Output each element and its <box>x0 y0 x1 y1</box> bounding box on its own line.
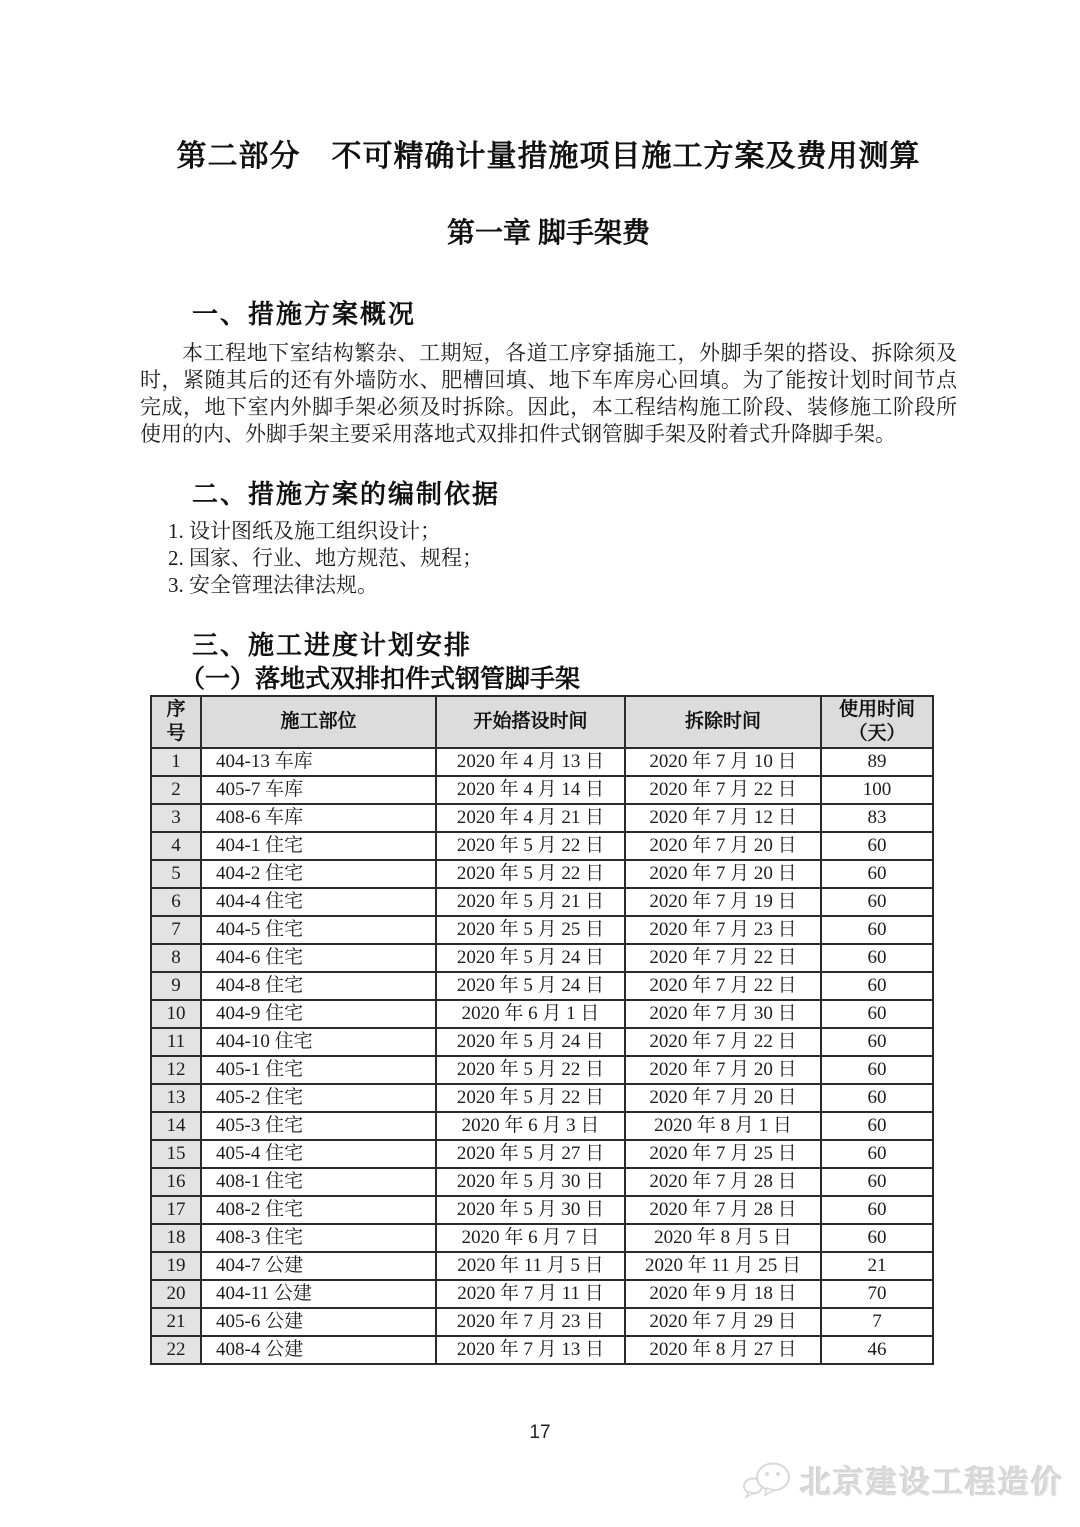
dismantle-date: 2020 年 7 月 22 日 <box>625 776 821 804</box>
row-index: 19 <box>151 1252 201 1280</box>
duration-days: 60 <box>821 1112 933 1140</box>
row-index: 18 <box>151 1224 201 1252</box>
row-index: 16 <box>151 1168 201 1196</box>
dismantle-date: 2020 年 7 月 28 日 <box>625 1168 821 1196</box>
row-index: 21 <box>151 1308 201 1336</box>
start-date: 2020 年 7 月 11 日 <box>436 1280 625 1308</box>
site-part: 405-1 住宅 <box>201 1056 436 1084</box>
table-row <box>151 1252 933 1280</box>
document-title: 第二部分 不可精确计量措施项目施工方案及费用测算 <box>176 140 921 173</box>
row-index: 12 <box>151 1056 201 1084</box>
start-date: 2020 年 4 月 13 日 <box>436 748 625 776</box>
table-row <box>151 860 933 888</box>
table-row <box>151 748 933 776</box>
duration-days: 83 <box>821 804 933 832</box>
site-part: 405-3 住宅 <box>201 1112 436 1140</box>
table-row <box>151 916 933 944</box>
start-date: 2020 年 5 月 30 日 <box>436 1168 625 1196</box>
section-heading-overview: 一、措施方案概况 <box>192 300 417 329</box>
duration-days: 60 <box>821 888 933 916</box>
table-row <box>151 1000 933 1028</box>
table-row <box>151 944 933 972</box>
start-date: 2020 年 5 月 27 日 <box>436 1140 625 1168</box>
row-index: 3 <box>151 804 201 832</box>
table-row <box>151 1280 933 1308</box>
page-number: 17 <box>529 1422 551 1443</box>
start-date: 2020 年 5 月 25 日 <box>436 916 625 944</box>
duration-days: 60 <box>821 1168 933 1196</box>
table-row <box>151 1308 933 1336</box>
row-index: 17 <box>151 1196 201 1224</box>
row-index: 7 <box>151 916 201 944</box>
dismantle-date: 2020 年 7 月 20 日 <box>625 860 821 888</box>
duration-days: 60 <box>821 860 933 888</box>
site-part: 405-4 住宅 <box>201 1140 436 1168</box>
dismantle-date: 2020 年 11 月 25 日 <box>625 1252 821 1280</box>
site-part: 404-9 住宅 <box>201 1000 436 1028</box>
dismantle-date: 2020 年 7 月 30 日 <box>625 1000 821 1028</box>
column-header: 开始搭设时间 <box>436 696 625 748</box>
start-date: 2020 年 7 月 13 日 <box>436 1336 625 1364</box>
table-row <box>151 1084 933 1112</box>
table-header-row <box>151 696 933 748</box>
row-index: 11 <box>151 1028 201 1056</box>
duration-days: 60 <box>821 944 933 972</box>
duration-days: 60 <box>821 832 933 860</box>
dismantle-date: 2020 年 7 月 20 日 <box>625 1084 821 1112</box>
table-row <box>151 1028 933 1056</box>
table-row <box>151 1140 933 1168</box>
table-row <box>151 1224 933 1252</box>
row-index: 6 <box>151 888 201 916</box>
duration-days: 89 <box>821 748 933 776</box>
dismantle-date: 2020 年 7 月 22 日 <box>625 972 821 1000</box>
duration-days: 21 <box>821 1252 933 1280</box>
site-part: 408-3 住宅 <box>201 1224 436 1252</box>
start-date: 2020 年 4 月 21 日 <box>436 804 625 832</box>
overview-paragraph: 本工程地下室结构繁杂、工期短，各道工序穿插施工，外脚手架的搭设、拆除须及时，紧随其后的还有外墙防水、肥槽回填、地下车库房心回填。为了能按计划时间节点完成，地下室内外脚手架必须及时拆除。因此，本工程结构施工阶段、装修施工阶段所使用的内、外脚手架主要采用落地式双排扣件式钢管脚手架及附着式升降脚手架。 <box>140 341 957 446</box>
start-date: 2020 年 5 月 30 日 <box>436 1196 625 1224</box>
list-item: 1. 设计图纸及施工组织设计； <box>168 519 441 543</box>
dismantle-date: 2020 年 7 月 28 日 <box>625 1196 821 1224</box>
table-row <box>151 1336 933 1364</box>
table-row <box>151 1168 933 1196</box>
chapter-title: 第一章 脚手架费 <box>446 218 650 249</box>
dismantle-date: 2020 年 8 月 27 日 <box>625 1336 821 1364</box>
duration-days: 100 <box>821 776 933 804</box>
site-part: 404-1 住宅 <box>201 832 436 860</box>
column-header: 施工部位 <box>201 696 436 748</box>
start-date: 2020 年 6 月 7 日 <box>436 1224 625 1252</box>
wechat-icon <box>740 1456 794 1502</box>
dismantle-date: 2020 年 7 月 23 日 <box>625 916 821 944</box>
start-date: 2020 年 5 月 24 日 <box>436 972 625 1000</box>
column-header: 拆除时间 <box>625 696 821 748</box>
start-date: 2020 年 5 月 22 日 <box>436 860 625 888</box>
start-date: 2020 年 5 月 24 日 <box>436 944 625 972</box>
table-row <box>151 804 933 832</box>
dismantle-date: 2020 年 8 月 1 日 <box>625 1112 821 1140</box>
dismantle-date: 2020 年 7 月 22 日 <box>625 1028 821 1056</box>
start-date: 2020 年 7 月 23 日 <box>436 1308 625 1336</box>
watermark-text: 北京建设工程造价 <box>800 1464 1064 1500</box>
row-index: 15 <box>151 1140 201 1168</box>
start-date: 2020 年 5 月 21 日 <box>436 888 625 916</box>
dismantle-date: 2020 年 7 月 22 日 <box>625 944 821 972</box>
row-index: 2 <box>151 776 201 804</box>
subsection-heading-scaffold-type: （一）落地式双排扣件式钢管脚手架 <box>180 666 581 693</box>
duration-days: 60 <box>821 1084 933 1112</box>
site-part: 408-2 住宅 <box>201 1196 436 1224</box>
start-date: 2020 年 5 月 22 日 <box>436 1056 625 1084</box>
site-part: 405-2 住宅 <box>201 1084 436 1112</box>
dismantle-date: 2020 年 7 月 29 日 <box>625 1308 821 1336</box>
table-row <box>151 776 933 804</box>
row-index: 13 <box>151 1084 201 1112</box>
row-index: 22 <box>151 1336 201 1364</box>
section-heading-schedule: 三、施工进度计划安排 <box>192 631 473 660</box>
dismantle-date: 2020 年 7 月 19 日 <box>625 888 821 916</box>
row-index: 4 <box>151 832 201 860</box>
table-row <box>151 888 933 916</box>
duration-days: 7 <box>821 1308 933 1336</box>
site-part: 405-6 公建 <box>201 1308 436 1336</box>
site-part: 404-4 住宅 <box>201 888 436 916</box>
dismantle-date: 2020 年 7 月 20 日 <box>625 832 821 860</box>
duration-days: 60 <box>821 1196 933 1224</box>
start-date: 2020 年 6 月 3 日 <box>436 1112 625 1140</box>
list-item: 2. 国家、行业、地方规范、规程； <box>168 546 483 570</box>
site-part: 408-4 公建 <box>201 1336 436 1364</box>
start-date: 2020 年 11 月 5 日 <box>436 1252 625 1280</box>
duration-days: 60 <box>821 1140 933 1168</box>
table-row <box>151 832 933 860</box>
site-part: 404-6 住宅 <box>201 944 436 972</box>
row-index: 20 <box>151 1280 201 1308</box>
start-date: 2020 年 4 月 14 日 <box>436 776 625 804</box>
basis-list <box>168 518 957 599</box>
duration-days: 60 <box>821 1224 933 1252</box>
row-index: 5 <box>151 860 201 888</box>
site-part: 408-1 住宅 <box>201 1168 436 1196</box>
dismantle-date: 2020 年 7 月 10 日 <box>625 748 821 776</box>
dismantle-date: 2020 年 7 月 20 日 <box>625 1056 821 1084</box>
duration-days: 46 <box>821 1336 933 1364</box>
site-part: 408-6 车库 <box>201 804 436 832</box>
row-index: 1 <box>151 748 201 776</box>
dismantle-date: 2020 年 8 月 5 日 <box>625 1224 821 1252</box>
row-index: 9 <box>151 972 201 1000</box>
duration-days: 70 <box>821 1280 933 1308</box>
site-part: 404-5 住宅 <box>201 916 436 944</box>
duration-days: 60 <box>821 1028 933 1056</box>
start-date: 2020 年 5 月 22 日 <box>436 832 625 860</box>
table-row <box>151 1196 933 1224</box>
table-row <box>151 1056 933 1084</box>
row-index: 10 <box>151 1000 201 1028</box>
site-part: 405-7 车库 <box>201 776 436 804</box>
start-date: 2020 年 5 月 22 日 <box>436 1084 625 1112</box>
site-part: 404-13 车库 <box>201 748 436 776</box>
list-item: 3. 安全管理法律法规。 <box>168 573 378 597</box>
start-date: 2020 年 6 月 1 日 <box>436 1000 625 1028</box>
watermark <box>740 1456 1064 1502</box>
column-header: 使用时间（天） <box>821 696 933 748</box>
schedule-table <box>150 695 934 1365</box>
column-header: 序号 <box>151 696 201 748</box>
row-index: 8 <box>151 944 201 972</box>
duration-days: 60 <box>821 1056 933 1084</box>
site-part: 404-11 公建 <box>201 1280 436 1308</box>
start-date: 2020 年 5 月 24 日 <box>436 1028 625 1056</box>
table-row <box>151 972 933 1000</box>
site-part: 404-10 住宅 <box>201 1028 436 1056</box>
dismantle-date: 2020 年 9 月 18 日 <box>625 1280 821 1308</box>
dismantle-date: 2020 年 7 月 25 日 <box>625 1140 821 1168</box>
site-part: 404-7 公建 <box>201 1252 436 1280</box>
dismantle-date: 2020 年 7 月 12 日 <box>625 804 821 832</box>
duration-days: 60 <box>821 1000 933 1028</box>
duration-days: 60 <box>821 972 933 1000</box>
site-part: 404-8 住宅 <box>201 972 436 1000</box>
table-body <box>151 748 933 1364</box>
site-part: 404-2 住宅 <box>201 860 436 888</box>
duration-days: 60 <box>821 916 933 944</box>
table-row <box>151 1112 933 1140</box>
section-heading-basis: 二、措施方案的编制依据 <box>192 480 501 509</box>
row-index: 14 <box>151 1112 201 1140</box>
